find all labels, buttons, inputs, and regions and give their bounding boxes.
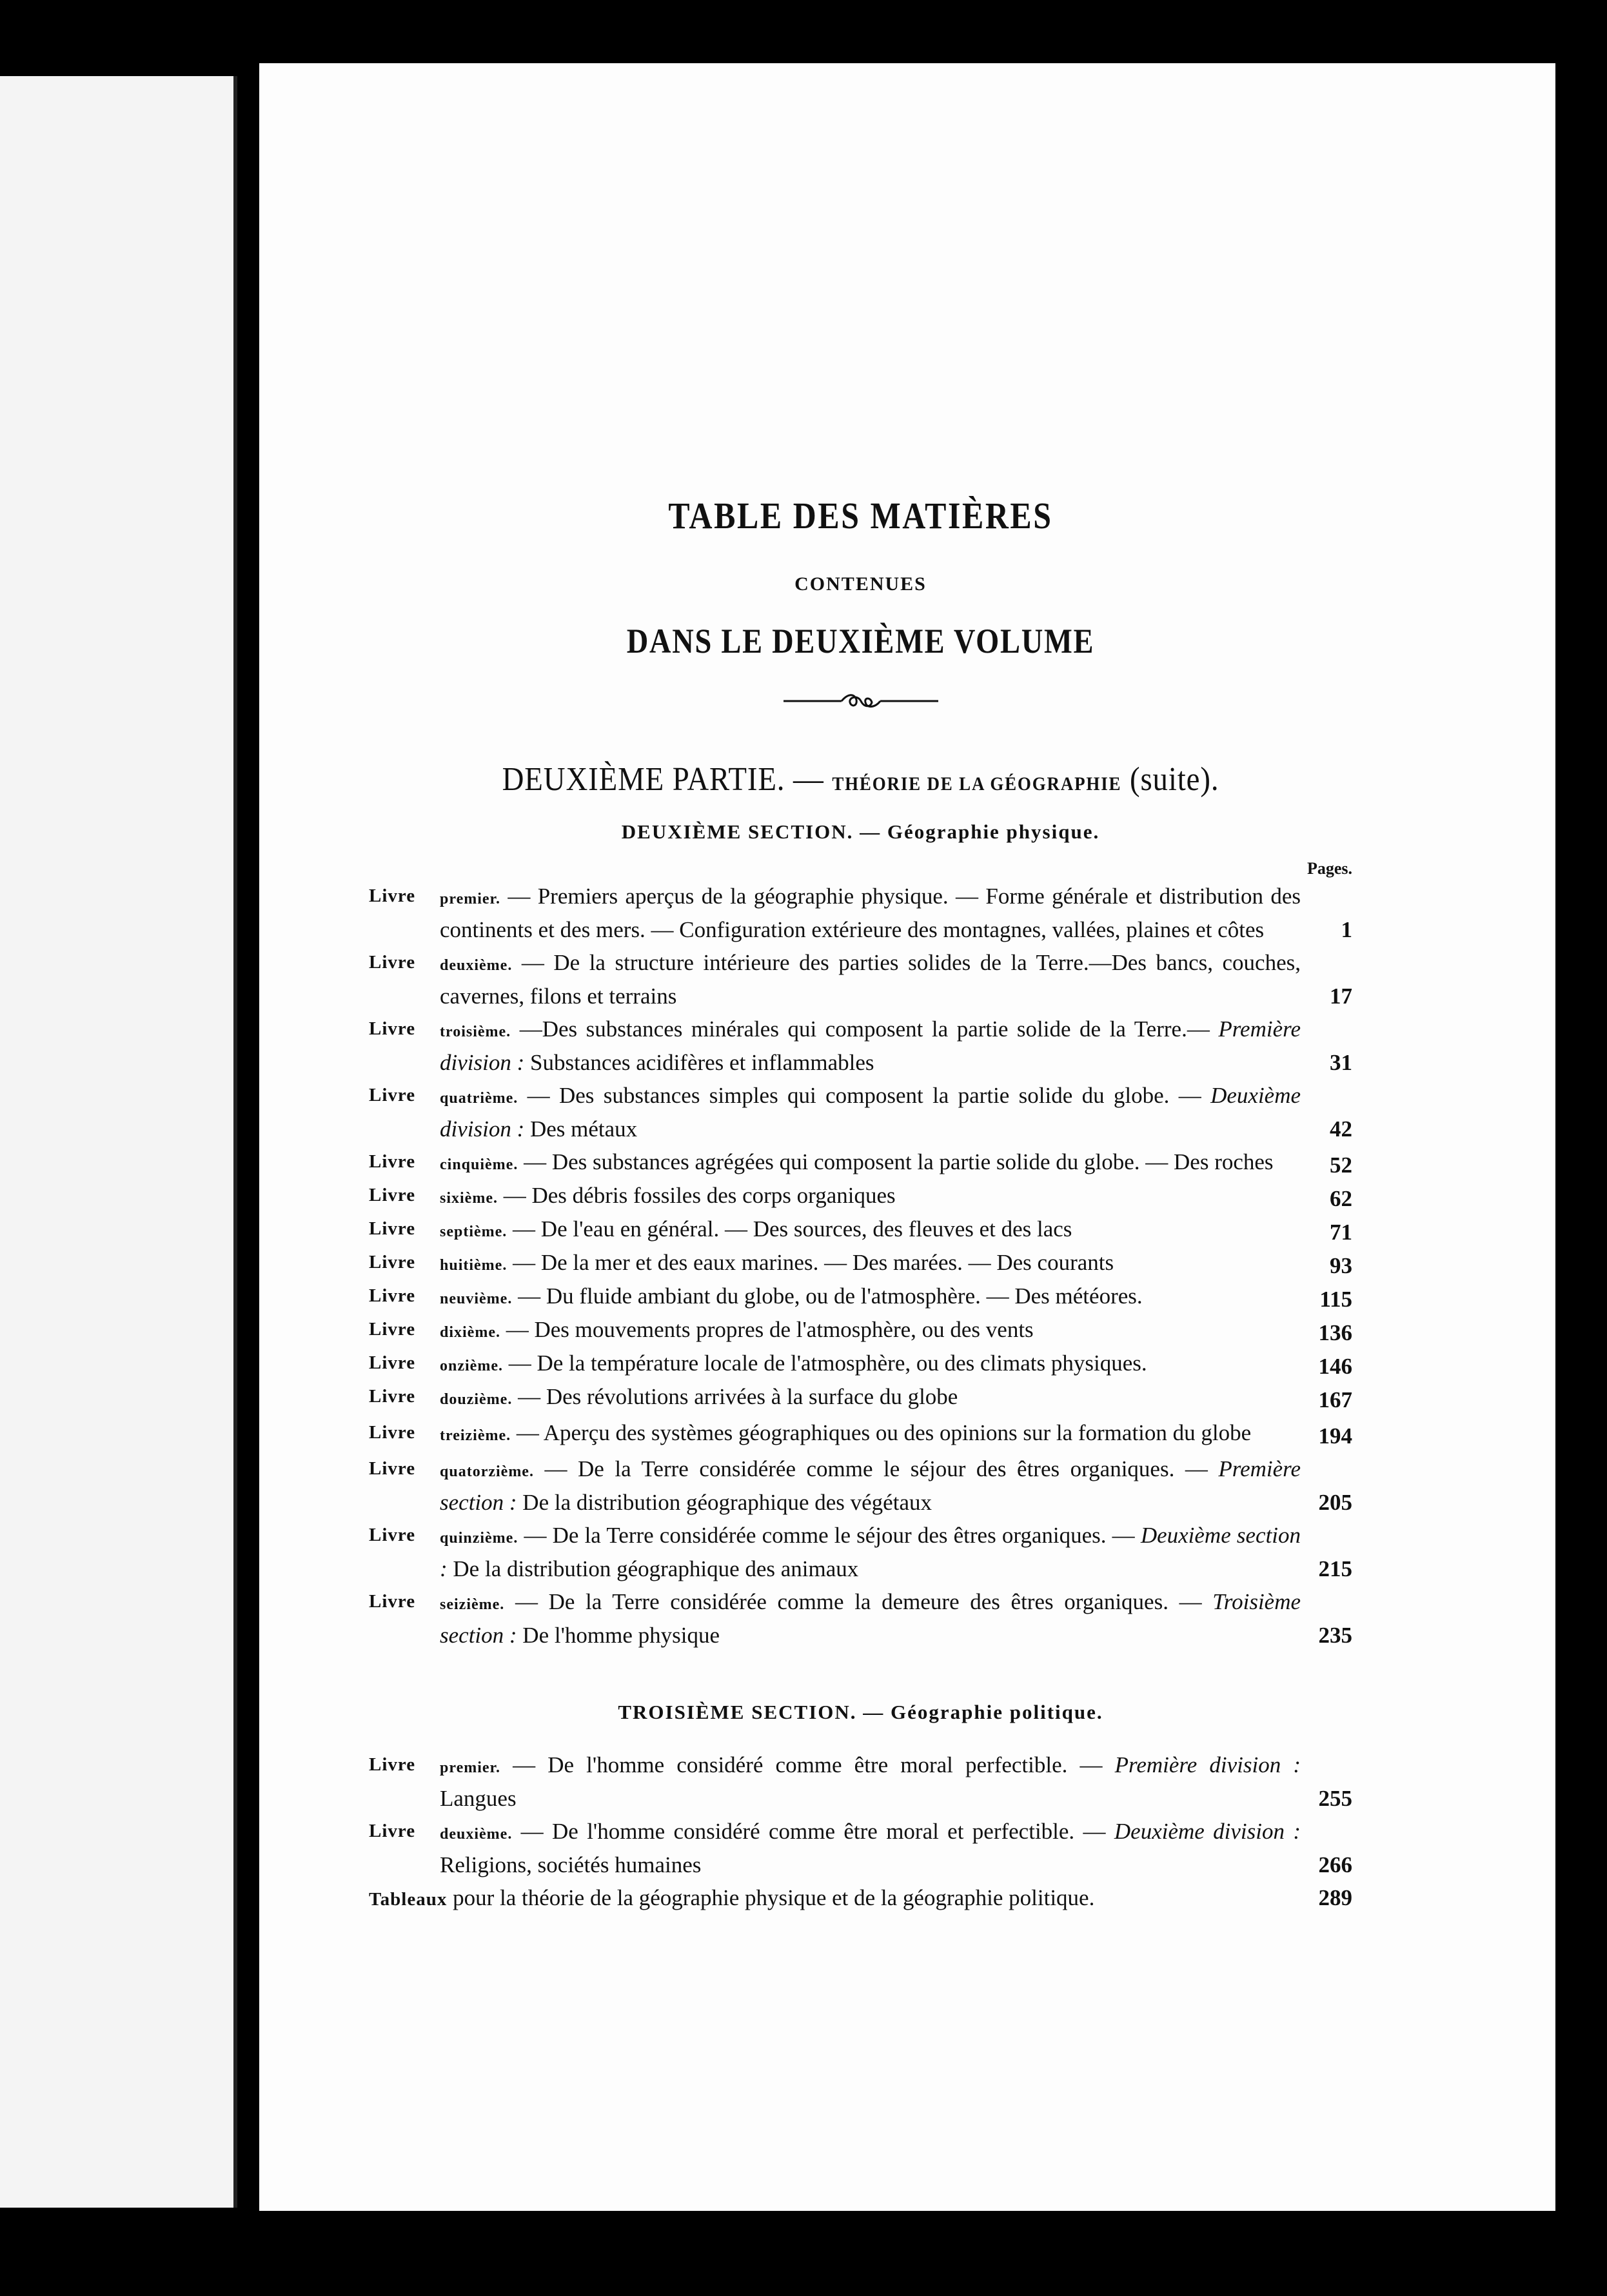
page-number: 52	[1330, 1153, 1352, 1178]
toc-entry: Livre deuxième. — De l'homme considéré comme être moral et perfectible. — Deuxième division : Religions, sociétés humaines 266	[369, 1816, 1352, 1880]
toc-entry: Livre deuxième. — De la structure intérieure des parties solides de la Terre.—Des bancs, couches, cavernes, filons et terrains 17	[369, 947, 1352, 1011]
toc-content	[369, 494, 1352, 1915]
page-number: 136	[1318, 1320, 1352, 1345]
part-theory: THÉORIE DE LA GÉOGRAPHIE	[832, 773, 1122, 795]
page-number: 167	[1318, 1387, 1352, 1412]
page-number: 266	[1318, 1852, 1352, 1877]
page-number: 115	[1319, 1287, 1352, 1312]
section-heading-political: TROISIÈME SECTION. — Géographie politique.	[618, 1701, 1103, 1723]
page-number: 71	[1330, 1220, 1352, 1245]
toc-entry: Livre premier. — Premiers aperçus de la géographie physique. — Forme générale et distribution des continents et des mers. — Configuration extérieure des montagnes, vallées, plaines et côtes 1	[369, 881, 1352, 945]
part-title: DEUXIÈME PARTIE. —	[502, 761, 824, 798]
toc-entry: Livre douzième. — Des révolutions arrivées à la surface du globe 167	[369, 1381, 1352, 1415]
toc-entry: Livre dixième. — Des mouvements propres de l'atmosphère, ou des vents 136	[369, 1314, 1352, 1348]
part-suite: (suite).	[1129, 761, 1219, 798]
page-title: TABLE DES MATIÈRES	[668, 495, 1053, 537]
volume-title: DANS LE DEUXIÈME VOLUME	[626, 622, 1095, 660]
page-subtitle: CONTENUES	[794, 573, 927, 595]
part-heading	[418, 760, 1303, 798]
page-number: 235	[1318, 1623, 1352, 1648]
ornament-flourish-icon	[780, 688, 942, 714]
page-number: 215	[1318, 1556, 1352, 1581]
page-number: 93	[1330, 1253, 1352, 1278]
page-number: 62	[1330, 1186, 1352, 1211]
toc-entry: Livre quinzième. — De la Terre considérée comme le séjour des êtres organiques. — Deuxième section : De la distribution géographique des animaux 215	[369, 1520, 1352, 1584]
document-page	[259, 63, 1555, 2211]
toc-entry: Livre treizième. — Aperçu des systèmes géographiques ou des opinions sur la formation du globe 194	[369, 1418, 1352, 1451]
page-number: 146	[1318, 1354, 1352, 1379]
page-number: 194	[1318, 1423, 1352, 1449]
toc-entry-tableaux: Tableaux pour la théorie de la géographie physique et de la géographie politique. 289	[369, 1883, 1352, 1915]
pages-column-label: Pages.	[1306, 859, 1352, 878]
page-number: 205	[1318, 1490, 1352, 1515]
toc-entry: Livre troisième. —Des substances minérales qui composent la partie solide de la Terre.— Première division : Substances acidifères et inflammables 31	[369, 1014, 1352, 1078]
page-number: 42	[1330, 1116, 1352, 1142]
toc-entry: Livre premier. — De l'homme considéré comme être moral perfectible. — Première division : Langues 255	[369, 1750, 1352, 1814]
toc-entry: Livre quatorzième. — De la Terre considérée comme le séjour des êtres organiques. — Première section : De la distribution géographique des végétaux 205	[369, 1454, 1352, 1518]
page-number: 289	[1318, 1885, 1352, 1910]
toc-list-physical	[369, 881, 1352, 1650]
toc-list-political	[369, 1750, 1352, 1915]
toc-entry: Livre seizième. — De la Terre considérée comme la demeure des êtres organiques. — Troisième section : De l'homme physique 235	[369, 1587, 1352, 1650]
toc-entry: Livre neuvième. — Du fluide ambiant du globe, ou de l'atmosphère. — Des météores. 115	[369, 1281, 1352, 1314]
page-number: 1	[1341, 917, 1352, 942]
toc-entry: Livre sixième. — Des débris fossiles des corps organiques 62	[369, 1180, 1352, 1214]
toc-entry: Livre onzième. — De la température locale de l'atmosphère, ou des climats physiques. 146	[369, 1348, 1352, 1381]
toc-entry: Livre cinquième. — Des substances agrégées qui composent la partie solide du globe. — Des roches 52	[369, 1147, 1352, 1180]
section-heading-physical: DEUXIÈME SECTION. — Géographie physique.	[621, 820, 1100, 843]
page-number: 255	[1318, 1786, 1352, 1811]
toc-entry: Livre huitième. — De la mer et des eaux marines. — Des marées. — Des courants 93	[369, 1247, 1352, 1281]
page-number: 31	[1330, 1050, 1352, 1075]
facing-page-edge	[0, 76, 237, 2208]
page-number: 17	[1330, 984, 1352, 1009]
toc-entry: Livre septième. — De l'eau en général. — Des sources, des fleuves et des lacs 71	[369, 1214, 1352, 1247]
toc-entry: Livre quatrième. — Des substances simples qui composent la partie solide du globe. — Deuxième division : Des métaux 42	[369, 1080, 1352, 1144]
